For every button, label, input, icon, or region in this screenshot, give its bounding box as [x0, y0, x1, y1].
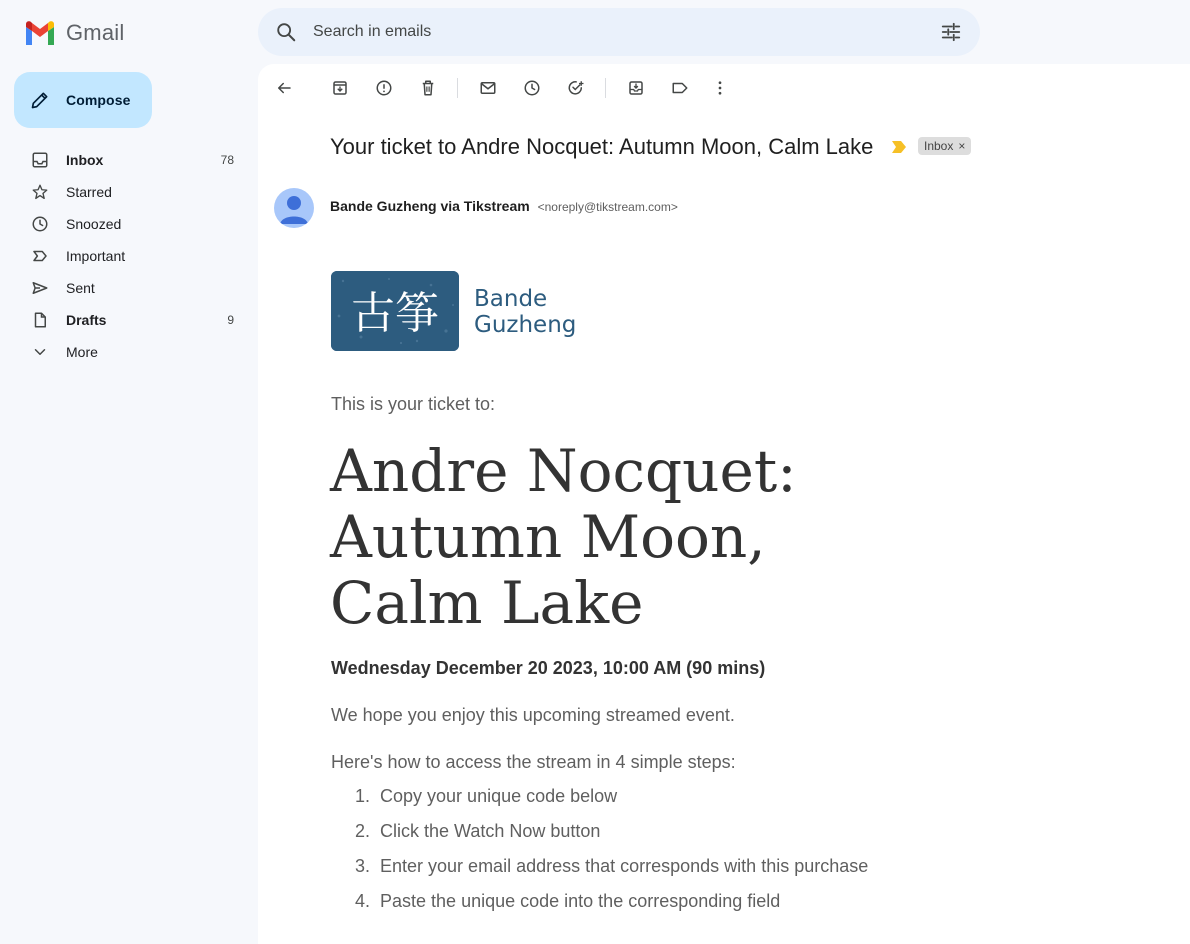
important-marker-icon[interactable]: [892, 141, 906, 153]
avatar[interactable]: [274, 188, 314, 228]
compose-button[interactable]: [14, 72, 152, 128]
sidebar-item-label: Sent: [66, 280, 95, 296]
brand-name: [474, 286, 576, 338]
draft-icon: [30, 310, 50, 330]
sender-info: [330, 198, 678, 214]
delete-icon[interactable]: [418, 78, 438, 98]
sidebar-item-more[interactable]: [0, 336, 250, 368]
sidebar-item-label: Starred: [66, 184, 112, 200]
gmail-logo-text: Gmail: [66, 20, 125, 45]
brand-logo-glyphs: 古筝: [351, 288, 439, 339]
move-to-icon[interactable]: [626, 78, 646, 98]
toolbar-divider: [605, 78, 606, 98]
email-view: [258, 64, 1190, 944]
step-text: Enter your email address that corresponds with this purchase: [380, 856, 869, 876]
sender-email: <noreply@tikstream.com>: [537, 200, 678, 214]
inbox-icon: [30, 150, 50, 170]
sidebar-item-inbox[interactable]: [0, 144, 250, 176]
steps-intro: Here's how to access the stream in 4 simple steps:: [331, 752, 736, 772]
inbox-count: 78: [220, 153, 234, 167]
search-icon[interactable]: [275, 21, 297, 43]
gmail-m-icon: [24, 21, 56, 45]
sidebar-item-label: Important: [66, 248, 126, 264]
mark-unread-icon[interactable]: [478, 78, 498, 98]
list-item: [331, 891, 868, 926]
brand-logo: [331, 271, 459, 351]
brand-name-line1: Bande: [474, 286, 548, 312]
gmail-logo[interactable]: [24, 18, 124, 48]
search-bar[interactable]: [258, 8, 980, 56]
add-task-icon[interactable]: [566, 78, 586, 98]
clock-icon: [30, 214, 50, 234]
step-number: 1.: [354, 786, 370, 806]
sidebar-item-important[interactable]: [0, 240, 250, 272]
step-number: 3.: [354, 856, 370, 876]
drafts-count: 9: [227, 313, 234, 327]
more-vert-icon[interactable]: [710, 78, 730, 98]
sidebar-item-starred[interactable]: [0, 176, 250, 208]
sender-name[interactable]: Bande Guzheng via Tikstream: [330, 198, 530, 214]
brand-name-line2: Guzheng: [474, 312, 577, 338]
step-text: Click the Watch Now button: [380, 821, 601, 841]
star-icon: [30, 182, 50, 202]
snooze-icon[interactable]: [522, 78, 542, 98]
sidebar-item-label: Drafts: [66, 312, 107, 328]
send-icon: [30, 278, 50, 298]
sidebar-item-label: More: [66, 344, 98, 360]
email-subject: Your ticket to Andre Nocquet: Autumn Moon, Calm Lake: [330, 134, 874, 159]
sidebar-item-snoozed[interactable]: [0, 208, 250, 240]
step-text: Copy your unique code below: [380, 786, 618, 806]
search-input[interactable]: Search in emails: [313, 23, 432, 40]
list-item: [331, 786, 868, 821]
step-number: 4.: [354, 891, 370, 911]
enjoy-message: We hope you enjoy this upcoming streamed event.: [331, 705, 735, 725]
archive-icon[interactable]: [330, 78, 350, 98]
toolbar-divider: [457, 78, 458, 98]
sidebar-nav: [0, 144, 250, 368]
ticket-intro: This is your ticket to:: [331, 394, 496, 414]
brand-logo-texture: [331, 271, 459, 351]
chevron-down-icon: [30, 342, 50, 362]
important-icon: [30, 246, 50, 266]
sidebar-item-sent[interactable]: [0, 272, 250, 304]
back-arrow-icon[interactable]: [274, 78, 294, 98]
event-date: Wednesday December 20 2023, 10:00 AM (90 mins): [331, 658, 766, 678]
sidebar-item-drafts[interactable]: [0, 304, 250, 336]
event-headline: Andre Nocquet: Autumn Moon, Calm Lake: [330, 437, 797, 637]
step-number: 2.: [354, 821, 370, 841]
inbox-label-chip: [918, 137, 971, 155]
list-item: [331, 821, 868, 856]
steps-list: [331, 786, 868, 926]
person-icon: [274, 188, 314, 228]
step-text: Paste the unique code into the corresponding field: [380, 891, 781, 911]
sidebar-item-label: Snoozed: [66, 216, 122, 232]
list-item: [331, 856, 868, 891]
search-options-icon[interactable]: [940, 21, 962, 43]
sidebar-item-label: Inbox: [66, 152, 104, 168]
report-spam-icon[interactable]: [374, 78, 394, 98]
label-icon[interactable]: [670, 78, 690, 98]
compose-label: Compose: [66, 92, 131, 108]
remove-label-button[interactable]: ×: [958, 139, 966, 153]
pencil-icon: [30, 90, 50, 110]
email-toolbar: [258, 64, 1190, 112]
label-chip-text: Inbox: [924, 139, 954, 153]
